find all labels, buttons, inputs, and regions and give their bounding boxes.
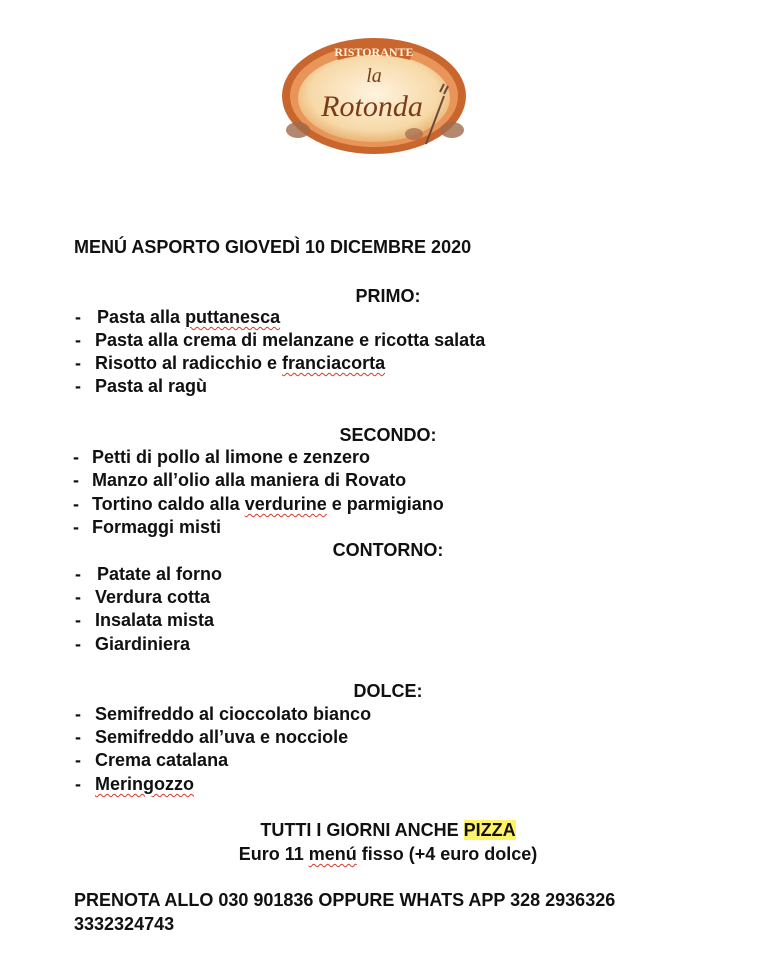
menu-item: Giardiniera — [95, 634, 191, 654]
pizza-notice: TUTTI I GIORNI ANCHE PIZZA — [260, 820, 516, 840]
bullet: - — [75, 750, 81, 770]
logo-top-text: RISTORANTE — [334, 45, 414, 59]
bullet: - — [75, 330, 81, 350]
booking-line-1: PRENOTA ALLO 030 901836 OPPURE WHATS APP 328 2936326 — [74, 890, 616, 910]
bullet: - — [73, 517, 79, 537]
menu-item: Risotto al radicchio e franciacorta — [95, 353, 386, 373]
bullet: - — [73, 447, 79, 467]
menu-item: Manzo all’olio alla maniera di Rovato — [92, 470, 407, 490]
menu-item: Meringozzo — [95, 774, 194, 794]
menu-item: Patate al forno — [97, 564, 223, 584]
logo-la-text: la — [366, 65, 382, 87]
bullet: - — [73, 470, 79, 490]
menu-item: Petti di pollo al limone e zenzero — [92, 447, 371, 467]
bullet: - — [75, 307, 81, 327]
pizza-highlight: PIZZA — [463, 820, 516, 840]
section-heading-contorno: CONTORNO: — [332, 540, 444, 560]
bullet: - — [75, 774, 81, 794]
restaurant-logo — [276, 34, 472, 160]
bullet: - — [75, 704, 81, 724]
price-info: Euro 11 menú fisso (+4 euro dolce) — [238, 844, 538, 864]
bullet: - — [75, 587, 81, 607]
section-heading-secondo: SECONDO: — [339, 425, 437, 445]
bullet: - — [75, 376, 81, 396]
bullet: - — [75, 634, 81, 654]
bullet: - — [75, 727, 81, 747]
bullet: - — [75, 610, 81, 630]
section-heading-dolce: DOLCE: — [353, 681, 423, 701]
bullet: - — [75, 564, 81, 584]
menu-item: Crema catalana — [95, 750, 229, 770]
menu-title: MENÚ ASPORTO GIOVEDÌ 10 DICEMBRE 2020 — [74, 237, 472, 257]
menu-item: Semifreddo all’uva e nocciole — [95, 727, 349, 747]
logo-name-text: Rotonda — [321, 90, 423, 123]
menu-item: Tortino caldo alla verdurine e parmigiano — [92, 494, 444, 514]
menu-item: Insalata mista — [95, 610, 215, 630]
menu-item: Verdura cotta — [95, 587, 211, 607]
menu-item: Formaggi misti — [92, 517, 222, 537]
menu-item: Pasta alla crema di melanzane e ricotta salata — [95, 330, 486, 350]
bullet: - — [75, 353, 81, 373]
section-heading-primo: PRIMO: — [355, 286, 421, 306]
bullet: - — [73, 494, 79, 514]
menu-item: Pasta alla puttanesca — [97, 307, 281, 327]
menu-item: Semifreddo al cioccolato bianco — [95, 704, 372, 724]
booking-line-2: 3332324743 — [74, 914, 175, 934]
menu-item: Pasta al ragù — [95, 376, 208, 396]
